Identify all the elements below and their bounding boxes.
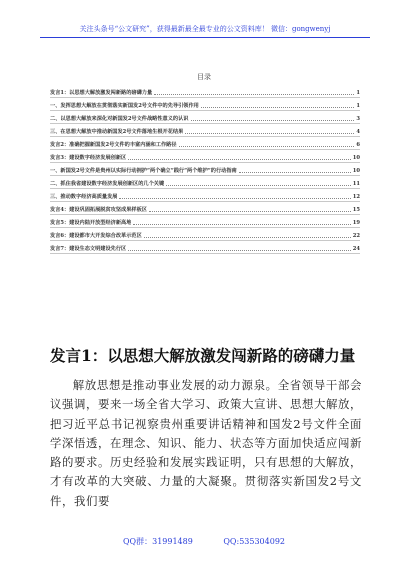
toc-item-page: 11 (352, 181, 360, 187)
toc-item-text: 发言3：建设数字经济发展创新区 (50, 155, 127, 161)
toc-item-page: 24 (352, 246, 360, 252)
toc-leader-dots (133, 224, 350, 225)
toc-item[interactable] (50, 241, 360, 254)
toc-item-page: 19 (352, 220, 360, 226)
toc-item-text: 二、抓住我省建设数字经济发展创新区的几个关键 (50, 181, 165, 187)
toc-item-page: 10 (352, 155, 360, 161)
toc-item[interactable] (50, 215, 360, 228)
toc-item-text: 发言1：以思想大解放激发闯新路的磅礴力量 (50, 90, 153, 96)
toc-item-page: 6 (356, 142, 360, 148)
page-footer (0, 536, 408, 547)
toc-item-text: 发言5：建设内陆开放型经济新高地 (50, 220, 132, 226)
toc-leader-dots (149, 211, 351, 212)
toc-item-page: 1 (356, 90, 360, 96)
toc-item-page: 15 (352, 207, 360, 213)
footer-qq-group: QQ群：31991489 (122, 537, 193, 546)
toc-item-text: 一、发挥思想大解放在贯彻落实新国发2号文件中的先导引领作用 (50, 103, 199, 109)
toc-leader-dots (191, 120, 355, 121)
toc-leader-dots (185, 133, 354, 134)
toc-item-page: 22 (352, 233, 360, 239)
toc-item-text: 发言6：建设都市大开发综合改革示范区 (50, 233, 142, 239)
toc-leader-dots (154, 94, 354, 95)
toc-item-text: 一、新国发2号文件是贵州以实际行动拥护“两个确立”践行“两个维护”的行动指南 (50, 168, 237, 174)
toc-item-text: 二、以思想大解放来深化对新国发2号文件战略性意义的认识 (50, 116, 189, 122)
toc-item-text: 发言2：准确把握新国发2号文件的丰富内涵和工作路径 (50, 142, 177, 148)
toc-item-text: 发言7：建设生态文明建设先行区 (50, 246, 127, 252)
toc-item[interactable] (50, 202, 360, 215)
toc-item[interactable] (50, 228, 360, 241)
toc-item-page: 3 (356, 116, 360, 122)
toc-item-text: 发言4：建设巩固拓展脱贫攻坚成果样板区 (50, 207, 147, 213)
toc-item-page: 10 (352, 168, 360, 174)
toc-item[interactable] (50, 163, 360, 176)
toc-item-text: 三、在思想大解放中推动新国发2号文件落地生根开花结果 (50, 129, 184, 135)
toc-leader-dots (179, 146, 355, 147)
toc-item[interactable] (50, 98, 360, 111)
toc-item[interactable] (50, 137, 360, 150)
toc-item[interactable] (50, 189, 360, 202)
toc-item[interactable] (50, 176, 360, 189)
header-rule (40, 37, 370, 38)
toc-item[interactable] (50, 150, 360, 163)
speech-paragraph: 解放思想是推动事业发展的动力源泉。全省领导干部会议强调，要来一场全省大学习、政策大宣讲、思想大解放，把习近平总书记视察贵州重要讲话精神和国发2号文件全面学深悟透，在理念、知识、能力、状态等方面加快适应闯新路的要求。历史经验和发展实践证明，只有思想的大解放，才有改革的大突破、力量的大凝聚。贯彻落实新国发2号文件，我们要 (50, 378, 362, 508)
toc-leader-dots (119, 198, 350, 199)
toc-item[interactable] (50, 111, 360, 124)
toc-leader-dots (128, 250, 351, 251)
toc-leader-dots (239, 172, 351, 173)
toc-leader-dots (201, 107, 355, 108)
toc-item-page: 1 (356, 103, 360, 109)
table-of-contents (50, 85, 360, 254)
toc-title: 目录 (197, 73, 211, 81)
toc-item-page: 4 (356, 129, 360, 135)
toc-item-text: 三、推动数字经济高质量发展 (50, 194, 118, 200)
speech-heading: 发言1：以思想大解放激发闯新路的磅礴力量 (50, 346, 356, 365)
toc-leader-dots (128, 159, 351, 160)
toc-leader-dots (144, 237, 351, 238)
toc-item[interactable] (50, 85, 360, 98)
footer-qq: QQ:535304092 (223, 537, 285, 546)
toc-item-page: 12 (352, 194, 360, 200)
toc-item[interactable] (50, 124, 360, 137)
toc-leader-dots (166, 185, 351, 186)
page-header: 关注头条号“公文研究”，获得最新最全最专业的公文资料库！ 微信：gongwenyj (79, 25, 331, 33)
